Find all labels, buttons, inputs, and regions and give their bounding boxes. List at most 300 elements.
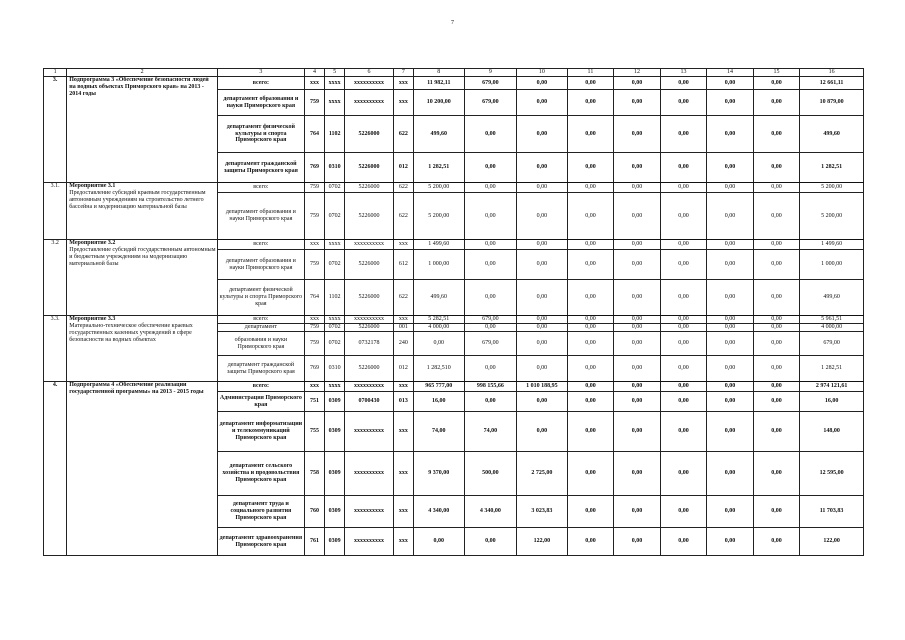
value-cell-v10: 0,00	[517, 316, 568, 324]
value-cell-v9: 0,00	[464, 183, 517, 193]
item-name	[67, 77, 218, 183]
executor-cell: образования и науки Приморского края	[217, 332, 304, 356]
value-cell-c6: хххххххххх	[345, 316, 394, 324]
value-cell-v8: 0,00	[414, 528, 465, 556]
value-cell-c4: ххх	[304, 77, 324, 90]
item-title: Мероприятие 3.1	[69, 183, 116, 189]
value-cell-c4: 759	[304, 250, 324, 280]
value-cell-v13: 0,00	[660, 452, 707, 496]
value-cell-v16: 1 282,51	[800, 153, 864, 183]
value-cell-c4: 759	[304, 183, 324, 193]
value-cell-c7: ххх	[393, 90, 413, 116]
executor-cell: всего:	[217, 316, 304, 324]
executor-cell: департамент	[217, 324, 304, 332]
value-cell-v9: 679,00	[464, 316, 517, 324]
column-header: 11	[567, 69, 614, 77]
value-cell-v11: 0,00	[567, 193, 614, 240]
value-cell-v13: 0,00	[660, 153, 707, 183]
value-cell-c5: 0702	[325, 250, 345, 280]
value-cell-v8: 1 282,51	[414, 153, 465, 183]
value-cell-v13: 0,00	[660, 356, 707, 382]
value-cell-v14: 0,00	[707, 116, 754, 153]
value-cell-v11: 0,00	[567, 183, 614, 193]
value-cell-v14: 0,00	[707, 356, 754, 382]
value-cell-c6: хххххххххх	[345, 452, 394, 496]
item-description: Предоставление субсидий краевым государственным автономным учреждениям на строительство летнего бассейна и модернизацию материальной базы	[69, 189, 206, 210]
value-cell-c7: 622	[393, 116, 413, 153]
value-cell-c6: хххххххххх	[345, 496, 394, 528]
value-cell-v14: 0,00	[707, 496, 754, 528]
value-cell-c7: ххх	[393, 77, 413, 90]
value-cell-c5: хххх	[325, 316, 345, 324]
value-cell-v10: 0,00	[517, 153, 568, 183]
value-cell-v9: 0,00	[464, 116, 517, 153]
value-cell-v8: 1 499,60	[414, 240, 465, 250]
value-cell-v13: 0,00	[660, 392, 707, 412]
value-cell-v10: 0,00	[517, 324, 568, 332]
value-cell-v10: 0,00	[517, 183, 568, 193]
value-cell-v15: 0,00	[753, 332, 800, 356]
value-cell-v11: 0,00	[567, 392, 614, 412]
value-cell-v11: 0,00	[567, 77, 614, 90]
value-cell-v9: 0,00	[464, 356, 517, 382]
value-cell-c7: 622	[393, 280, 413, 316]
value-cell-v12: 0,00	[614, 324, 661, 332]
item-description: Материально-техническое обеспечение краевых государственных казенных учреждений в сфере безопасности на водных объектах	[69, 322, 193, 343]
value-cell-c5: хххх	[325, 382, 345, 392]
value-cell-v13: 0,00	[660, 324, 707, 332]
value-cell-c4: 760	[304, 496, 324, 528]
value-cell-v15: 0,00	[753, 116, 800, 153]
executor-cell: департамент труда и социального развития Приморского края	[217, 496, 304, 528]
table-row	[44, 183, 864, 193]
value-cell-v14: 0,00	[707, 153, 754, 183]
value-cell-v16: 5 200,00	[800, 183, 864, 193]
value-cell-v9: 679,00	[464, 90, 517, 116]
item-number: 3.1.	[44, 183, 67, 240]
value-cell-v13: 0,00	[660, 77, 707, 90]
column-header: 14	[707, 69, 754, 77]
value-cell-c4: 769	[304, 356, 324, 382]
value-cell-v13: 0,00	[660, 412, 707, 452]
value-cell-v9: 679,00	[464, 332, 517, 356]
item-number: 3.2	[44, 240, 67, 316]
value-cell-c4: 759	[304, 193, 324, 240]
value-cell-c5: хххх	[325, 77, 345, 90]
value-cell-v12: 0,00	[614, 183, 661, 193]
value-cell-v11: 0,00	[567, 412, 614, 452]
value-cell-v14: 0,00	[707, 316, 754, 324]
value-cell-c5: 0310	[325, 356, 345, 382]
item-number: 4.	[44, 382, 67, 556]
value-cell-v8: 16,00	[414, 392, 465, 412]
value-cell-v14: 0,00	[707, 382, 754, 392]
value-cell-v11: 0,00	[567, 356, 614, 382]
value-cell-c5: 0309	[325, 528, 345, 556]
value-cell-v9: 0,00	[464, 240, 517, 250]
value-cell-v13: 0,00	[660, 382, 707, 392]
value-cell-v12: 0,00	[614, 240, 661, 250]
value-cell-v12: 0,00	[614, 280, 661, 316]
value-cell-v10: 0,00	[517, 193, 568, 240]
value-cell-c4: ххх	[304, 316, 324, 324]
value-cell-v11: 0,00	[567, 382, 614, 392]
value-cell-c4: ххх	[304, 240, 324, 250]
value-cell-v12: 0,00	[614, 316, 661, 324]
value-cell-c4: 759	[304, 324, 324, 332]
value-cell-v12: 0,00	[614, 77, 661, 90]
value-cell-c7: 012	[393, 153, 413, 183]
value-cell-c5: хххх	[325, 90, 345, 116]
executor-cell: департамент гражданской защиты Приморского края	[217, 356, 304, 382]
value-cell-v11: 0,00	[567, 90, 614, 116]
value-cell-v10: 3 023,83	[517, 496, 568, 528]
item-title: Мероприятие 3.2	[69, 240, 116, 246]
value-cell-v16: 1 282,51	[800, 356, 864, 382]
value-cell-v12: 0,00	[614, 496, 661, 528]
executor-cell: всего:	[217, 382, 304, 392]
value-cell-c6: хххххххххх	[345, 90, 394, 116]
value-cell-c6: 0732178	[345, 332, 394, 356]
value-cell-c5: 0309	[325, 496, 345, 528]
value-cell-c6: хххххххххх	[345, 528, 394, 556]
value-cell-v8: 499,60	[414, 280, 465, 316]
value-cell-v15: 0,00	[753, 356, 800, 382]
value-cell-c6: 5226000	[345, 153, 394, 183]
value-cell-c4: 758	[304, 452, 324, 496]
value-cell-c4: 751	[304, 392, 324, 412]
value-cell-c7: 012	[393, 356, 413, 382]
item-name	[67, 382, 218, 556]
value-cell-v9: 0,00	[464, 392, 517, 412]
value-cell-v9: 679,00	[464, 77, 517, 90]
value-cell-v14: 0,00	[707, 412, 754, 452]
value-cell-c5: 0309	[325, 392, 345, 412]
value-cell-v14: 0,00	[707, 250, 754, 280]
value-cell-v12: 0,00	[614, 382, 661, 392]
item-number: 3.3.	[44, 316, 67, 382]
value-cell-c5: 0702	[325, 324, 345, 332]
column-header: 16	[800, 69, 864, 77]
value-cell-v16: 679,00	[800, 332, 864, 356]
value-cell-v8: 5 200,00	[414, 193, 465, 240]
value-cell-v9: 0,00	[464, 324, 517, 332]
header-row	[44, 69, 864, 77]
value-cell-c4: 759	[304, 90, 324, 116]
value-cell-c7: 622	[393, 193, 413, 240]
column-header: 2	[67, 69, 218, 77]
column-header: 4	[304, 69, 324, 77]
value-cell-v9: 0,00	[464, 280, 517, 316]
page-number: 7	[451, 20, 454, 26]
value-cell-v15: 0,00	[753, 316, 800, 324]
value-cell-v16: 11 703,83	[800, 496, 864, 528]
value-cell-c5: 0702	[325, 332, 345, 356]
value-cell-v11: 0,00	[567, 280, 614, 316]
column-header: 10	[517, 69, 568, 77]
value-cell-v9: 0,00	[464, 153, 517, 183]
value-cell-v15: 0,00	[753, 183, 800, 193]
value-cell-c6: 5226000	[345, 356, 394, 382]
value-cell-c4: 764	[304, 280, 324, 316]
value-cell-v11: 0,00	[567, 332, 614, 356]
value-cell-v14: 0,00	[707, 193, 754, 240]
value-cell-v16: 10 879,00	[800, 90, 864, 116]
value-cell-c5: 0309	[325, 452, 345, 496]
value-cell-v9: 998 155,66	[464, 382, 517, 392]
value-cell-v8: 1 282,510	[414, 356, 465, 382]
value-cell-v16: 499,60	[800, 116, 864, 153]
value-cell-v11: 0,00	[567, 316, 614, 324]
value-cell-v11: 0,00	[567, 250, 614, 280]
value-cell-c6: хххххххххх	[345, 412, 394, 452]
value-cell-c7: 001	[393, 324, 413, 332]
executor-cell: департамент образования и науки Приморского края	[217, 193, 304, 240]
value-cell-v12: 0,00	[614, 193, 661, 240]
value-cell-c4: 761	[304, 528, 324, 556]
value-cell-v12: 0,00	[614, 356, 661, 382]
item-title: Мероприятие 3.3	[69, 316, 116, 322]
value-cell-v10: 0,00	[517, 280, 568, 316]
value-cell-v10: 0,00	[517, 90, 568, 116]
value-cell-v8: 9 370,00	[414, 452, 465, 496]
value-cell-c7: ххх	[393, 412, 413, 452]
value-cell-c7: ххх	[393, 316, 413, 324]
value-cell-v16: 5 200,00	[800, 193, 864, 240]
value-cell-c4: 755	[304, 412, 324, 452]
value-cell-c5: хххх	[325, 240, 345, 250]
value-cell-c7: ххх	[393, 240, 413, 250]
value-cell-v8: 74,00	[414, 412, 465, 452]
value-cell-v13: 0,00	[660, 90, 707, 116]
executor-cell: департамент информатизации и телекоммуникаций Приморского края	[217, 412, 304, 452]
value-cell-v12: 0,00	[614, 392, 661, 412]
column-header: 15	[753, 69, 800, 77]
executor-cell: всего:	[217, 77, 304, 90]
value-cell-v15: 0,00	[753, 240, 800, 250]
value-cell-v16: 4 000,00	[800, 324, 864, 332]
value-cell-c7: 240	[393, 332, 413, 356]
executor-cell: департамент здравоохранения Приморского края	[217, 528, 304, 556]
item-name	[67, 240, 218, 316]
value-cell-c5: 0702	[325, 183, 345, 193]
value-cell-c5: 0702	[325, 193, 345, 240]
value-cell-v9: 0,00	[464, 528, 517, 556]
executor-cell: департамент образования и науки Приморского края	[217, 250, 304, 280]
executor-cell: Администрация Приморского края	[217, 392, 304, 412]
item-title: Подпрограмма 3 «Обеспечение безопасности людей на водных объектах Приморского края» на 2013 - 2014 годы	[69, 77, 209, 97]
value-cell-v8: 11 982,11	[414, 77, 465, 90]
value-cell-v13: 0,00	[660, 528, 707, 556]
value-cell-v12: 0,00	[614, 90, 661, 116]
item-number: 3.	[44, 77, 67, 183]
value-cell-v8: 4 000,00	[414, 324, 465, 332]
executor-cell: департамент образования и науки Приморского края	[217, 90, 304, 116]
value-cell-c7: 622	[393, 183, 413, 193]
value-cell-c6: 5226000	[345, 193, 394, 240]
value-cell-v13: 0,00	[660, 240, 707, 250]
value-cell-v14: 0,00	[707, 240, 754, 250]
value-cell-v16: 1 000,00	[800, 250, 864, 280]
value-cell-v11: 0,00	[567, 116, 614, 153]
column-header: 9	[464, 69, 517, 77]
value-cell-v12: 0,00	[614, 116, 661, 153]
value-cell-v13: 0,00	[660, 316, 707, 324]
value-cell-c7: ххх	[393, 528, 413, 556]
value-cell-v12: 0,00	[614, 332, 661, 356]
value-cell-v8: 4 340,00	[414, 496, 465, 528]
value-cell-v15: 0,00	[753, 250, 800, 280]
value-cell-v15: 0,00	[753, 77, 800, 90]
value-cell-c7: 612	[393, 250, 413, 280]
value-cell-v16: 12 661,11	[800, 77, 864, 90]
table-row	[44, 77, 864, 90]
value-cell-v14: 0,00	[707, 280, 754, 316]
value-cell-c6: 5226000	[345, 250, 394, 280]
value-cell-c7: ххх	[393, 496, 413, 528]
column-header: 8	[414, 69, 465, 77]
value-cell-c6: хххххххххх	[345, 240, 394, 250]
value-cell-v8: 0,00	[414, 332, 465, 356]
value-cell-v13: 0,00	[660, 496, 707, 528]
column-header: 3	[217, 69, 304, 77]
value-cell-c7: ххх	[393, 452, 413, 496]
value-cell-v16: 122,00	[800, 528, 864, 556]
item-description: Предоставление субсидий государственным автономным и бюджетным учреждениям на модернизацию материальной базы	[69, 246, 216, 267]
executor-cell: всего:	[217, 240, 304, 250]
value-cell-v10: 0,00	[517, 332, 568, 356]
value-cell-v9: 4 340,00	[464, 496, 517, 528]
value-cell-v10: 0,00	[517, 250, 568, 280]
value-cell-v15: 0,00	[753, 193, 800, 240]
value-cell-v14: 0,00	[707, 528, 754, 556]
value-cell-c5: 0310	[325, 153, 345, 183]
value-cell-v14: 0,00	[707, 77, 754, 90]
value-cell-v9: 0,00	[464, 250, 517, 280]
value-cell-v15: 0,00	[753, 528, 800, 556]
value-cell-c6: хххххххххх	[345, 382, 394, 392]
value-cell-c6: 5226000	[345, 183, 394, 193]
value-cell-v10: 0,00	[517, 116, 568, 153]
executor-cell: департамент физической культуры и спорта Приморского края	[217, 280, 304, 316]
value-cell-v8: 10 200,00	[414, 90, 465, 116]
executor-cell: департамент гражданской защиты Приморского края	[217, 153, 304, 183]
value-cell-c5: 1102	[325, 280, 345, 316]
value-cell-v11: 0,00	[567, 324, 614, 332]
value-cell-v14: 0,00	[707, 183, 754, 193]
value-cell-v14: 0,00	[707, 452, 754, 496]
value-cell-v15: 0,00	[753, 153, 800, 183]
column-header: 12	[614, 69, 661, 77]
column-header: 7	[393, 69, 413, 77]
value-cell-v12: 0,00	[614, 452, 661, 496]
value-cell-v15: 0,00	[753, 324, 800, 332]
column-header: 6	[345, 69, 394, 77]
value-cell-v8: 5 282,51	[414, 316, 465, 324]
executor-cell: департамент физической культуры и спорта Приморского края	[217, 116, 304, 153]
executor-cell: всего:	[217, 183, 304, 193]
table-row	[44, 316, 864, 324]
executor-cell: департамент сельского хозяйства и продовольствия Приморского края	[217, 452, 304, 496]
column-header: 1	[44, 69, 67, 77]
value-cell-c4: 769	[304, 153, 324, 183]
value-cell-v13: 0,00	[660, 116, 707, 153]
value-cell-c7: ххх	[393, 382, 413, 392]
value-cell-v16: 499,60	[800, 280, 864, 316]
value-cell-v11: 0,00	[567, 153, 614, 183]
value-cell-v15: 0,00	[753, 452, 800, 496]
value-cell-v10: 0,00	[517, 412, 568, 452]
value-cell-v13: 0,00	[660, 250, 707, 280]
column-header: 13	[660, 69, 707, 77]
item-title: Подпрограмма 4 «Обеспечение реализации государственной программы» на 2013 - 2015 годы	[69, 382, 204, 395]
value-cell-v11: 0,00	[567, 240, 614, 250]
value-cell-v15: 0,00	[753, 392, 800, 412]
value-cell-v13: 0,00	[660, 193, 707, 240]
value-cell-v10: 0,00	[517, 77, 568, 90]
value-cell-v14: 0,00	[707, 392, 754, 412]
value-cell-c6: 5226000	[345, 116, 394, 153]
value-cell-v15: 0,00	[753, 382, 800, 392]
value-cell-v16: 12 595,00	[800, 452, 864, 496]
value-cell-v8: 965 777,00	[414, 382, 465, 392]
value-cell-c5: 0309	[325, 412, 345, 452]
value-cell-v10: 1 010 188,95	[517, 382, 568, 392]
value-cell-v15: 0,00	[753, 496, 800, 528]
value-cell-v11: 0,00	[567, 496, 614, 528]
value-cell-c4: ххх	[304, 382, 324, 392]
value-cell-v10: 0,00	[517, 240, 568, 250]
value-cell-v9: 0,00	[464, 193, 517, 240]
value-cell-v10: 0,00	[517, 392, 568, 412]
value-cell-v12: 0,00	[614, 412, 661, 452]
value-cell-v8: 1 000,00	[414, 250, 465, 280]
item-name	[67, 316, 218, 382]
item-name	[67, 183, 218, 240]
value-cell-v15: 0,00	[753, 280, 800, 316]
value-cell-v16: 148,00	[800, 412, 864, 452]
value-cell-v16: 16,00	[800, 392, 864, 412]
value-cell-v12: 0,00	[614, 528, 661, 556]
value-cell-v9: 74,00	[464, 412, 517, 452]
value-cell-v13: 0,00	[660, 183, 707, 193]
value-cell-v10: 2 725,00	[517, 452, 568, 496]
value-cell-c4: 764	[304, 116, 324, 153]
value-cell-v14: 0,00	[707, 324, 754, 332]
value-cell-v11: 0,00	[567, 528, 614, 556]
value-cell-c6: 5226000	[345, 324, 394, 332]
value-cell-v13: 0,00	[660, 332, 707, 356]
value-cell-v9: 500,00	[464, 452, 517, 496]
value-cell-c5: 1102	[325, 116, 345, 153]
value-cell-c7: 013	[393, 392, 413, 412]
value-cell-v12: 0,00	[614, 250, 661, 280]
value-cell-v16: 1 499,60	[800, 240, 864, 250]
value-cell-v10: 122,00	[517, 528, 568, 556]
value-cell-c4: 759	[304, 332, 324, 356]
value-cell-v15: 0,00	[753, 90, 800, 116]
value-cell-c6: 0700430	[345, 392, 394, 412]
value-cell-v16: 2 974 121,61	[800, 382, 864, 392]
value-cell-c6: хххххххххх	[345, 77, 394, 90]
value-cell-v12: 0,00	[614, 153, 661, 183]
value-cell-c6: 5226000	[345, 280, 394, 316]
value-cell-v8: 5 200,00	[414, 183, 465, 193]
value-cell-v16: 5 961,51	[800, 316, 864, 324]
table-row	[44, 240, 864, 250]
column-header: 5	[325, 69, 345, 77]
value-cell-v8: 499,60	[414, 116, 465, 153]
